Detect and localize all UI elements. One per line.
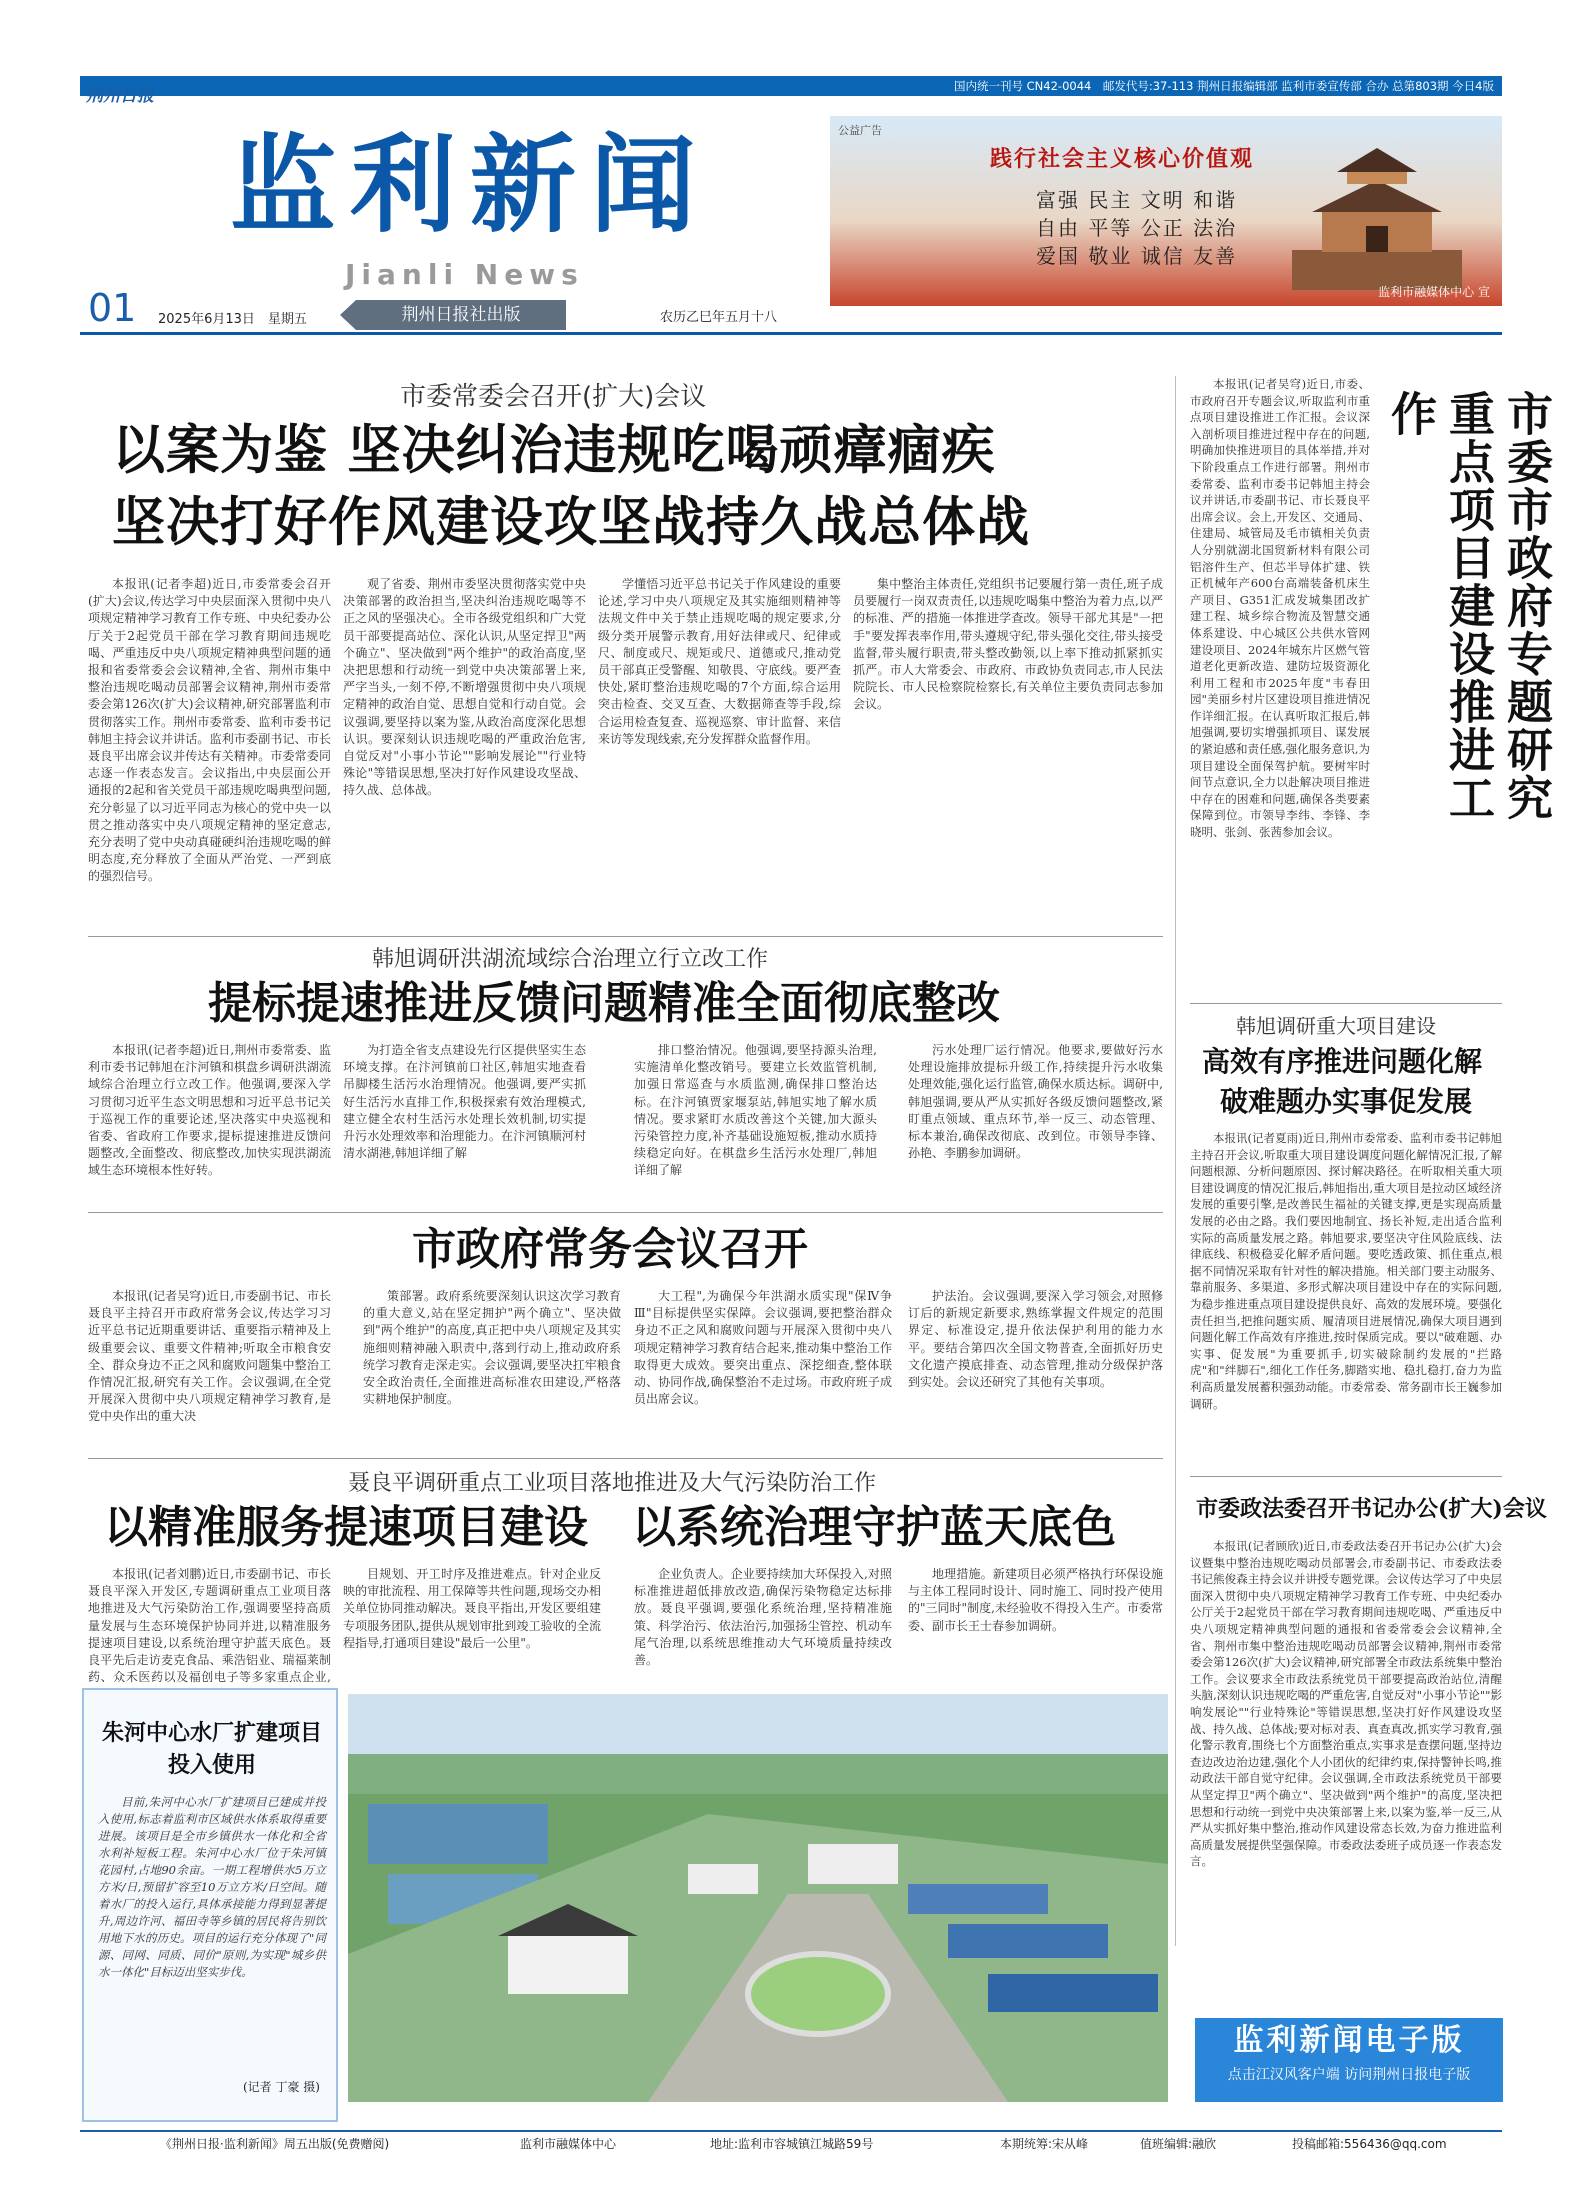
story4-col: 本报讯(记者刘鹏)近日,市委副书记、市长聂良平深入开发区,专题调研重点工业项目落地推进及大气污染防治工作,强调要坚持高质量发展与生态环境保护协同并进,以精准服务提速项目建设,以系统治理守护蓝天底色。聂良平先后走访麦克食品、乘浩铝业、瑞福莱制药、众禾医药以及福创电子等多家重点企业, (88, 1567, 331, 1685)
side3-title: 市委政法委召开书记办公(扩大)会议 (1196, 1496, 1547, 1522)
topbar: 国内统一刊号 CN42-0044 邮发代号:37-113 荆州日报编辑部 监利市委宣传部 合办 总第803期 今日4版 (80, 76, 1502, 96)
story4-col: 企业负责人。企业要持续加大环保投入,对照标准推进超低排放改造,确保污染物稳定达标排放。聂良平强调,要强化系统治理,坚持精准施策、科学治污、依法治污,加强扬尘管控、机动车尾气治理,以系统思维推动大气环境质量持续改善。 (634, 1567, 892, 1668)
story2-col: 为打造全省支点建设先行区提供坚实生态环境支撑。在汴河镇前口社区,韩旭实地查看吊脚楼生活污水治理情况。他强调,要严实抓好生活污水直排工作,积极探索有效治理模式,建立健全农村生活污水处理长效机制,切实提升污水处理效率和治理能力。在汴河镇顺河村清水湖港,韩旭详细了解 (343, 1043, 586, 1161)
story4-title-left: 以精准服务提速项目建设 (104, 1502, 588, 1553)
story4-kicker: 聂良平调研重点工业项目落地推进及大气污染防治工作 (348, 1471, 877, 1496)
masthead-title: 监利新闻 (230, 122, 710, 247)
story4-col: 目规划、开工时序及推进难点。针对企业反映的审批流程、用工保障等共性问题,现场交办相关单位协同推动解决。聂良平指出,开发区要组建专项服务团队,提供从规划审批到竣工验收的全流程指导,打通项目建设"最后一公里"。 (343, 1567, 601, 1650)
story2-col: 污水处理厂运行情况。他要求,要做好污水处理设施排放提标升级工作,持续提升污水收集处理效能,强化运行监管,确保水质达标。调研中,韩旭强调,要从严从实抓好各级反馈问题整改,紧盯重点领域、重点环节,举一反三、动态管理、标本兼治,确保改彻底、改到位。市领导李锋、孙艳、李鹏参加调研。 (908, 1043, 1163, 1161)
footer-item: 地址:监利市容城镇江城路59号 (710, 2137, 874, 2151)
story4-title-right: 以系统治理守护蓝天底色 (632, 1502, 1116, 1553)
water-plant-aerial-photo (348, 1694, 1168, 2102)
side2-body: 本报讯(记者夏雨)近日,荆州市委常委、监利市委书记韩旭主持召开会议,听取重大项目建设调度问题化解情况汇报,了解问题根源、分析问题原因、探讨解决路径。在听取相关重大项目建设调度的情况汇报后,韩旭指出,重大项目是拉动区域经济发展的重要引擎,是改善民生福祉的关键支撑,更是实现高质量发展的必由之路。我们要因地制宜、扬长补短,走出适合监利实际的高质量发展之路。韩旭要求,要坚决守住风险底线、法律底线、积极稳妥化解矛盾问题。要吃透政策、抓住重点,根据不同情况采取有针对性的解决措施。相关部门要主动服务、靠前服务、多渠道、多形式解决项目建设中存在的实际问题,为稳步推进重点项目建设提供良好、高效的发展环境。要强化责任担当,把推问题实质、履清项目进展情况,确保大项目遇到问题化解工作高效有序推进,按时保质完成。要以"破难题、办实事、促发展"为重要抓手,切实破除制约发展的"拦路虎"和"绊脚石",细化工作任务,脚踏实地、稳扎稳打,奋力为监利高质量发展蓄积强劲动能。市委常委、常务副市长王巍参加调研。 (1190, 1131, 1502, 1411)
footer-item: 监利市融媒体中心 (520, 2137, 617, 2151)
story1-col: 本报讯(记者李超)近日,市委常委会召开(扩大)会议,传达学习中央层面深入贯彻中央八项规定精神学习教育工作专班、中央纪委办公厅关于2起党员干部在学习教育期间违规吃喝、严重违反中央八项规定精神典型问题的通报和省委常委会会议精神,全省、荆州市集中整治违规吃喝动员部署会议精神,荆州市委常委会第126次(扩大)会议精神,研究部署监利市贯彻落实工作。荆州市委常委、监利市委书记韩旭主持会议并讲话。监利市委副书记、市长聂良平出席会议并传达有关精神。市委常委同志逐一作表态发言。会议指出,中央层面公开通报的2起和省关党员干部违规吃喝典型问题,充分彰显了以习近平同志为核心的党中央一以贯之推动落实中央八项规定精神的坚定意志,充分表明了党中央动真碰硬纠治违规吃喝的鲜明态度,充分释放了全面从严治党、一严到底的强烈信号。 (88, 577, 331, 884)
photo-credit: (记者 丁豪 摄) (243, 2080, 320, 2094)
ad-values-line: 自由 平等 公正 法治 (1036, 216, 1238, 240)
story1-col: 学懂悟习近平总书记关于作风建设的重要论述,学习中央八项规定及其实施细则精神等法规文件中关于禁止违规吃喝的规定要求,分级分类开展警示教育,用好法律或尺、纪律或尺、制度或尺、规矩或尺、道德或尺,推动党员干部真正受警醒、知敬畏、守底线。要严查快处,紧盯整治违规吃喝的7个方面,综合运用突击检查、交叉互查、大数据筛查等手段,综合运用检查复查、巡视巡察、审计监督、来信来访等发现线索,充分发挥群众监督作用。 (598, 577, 841, 746)
story-separator (1190, 1003, 1502, 1004)
side1-title: 市委市政府专题研究重点项目建设推进工作 (1384, 390, 1554, 822)
side2-kicker: 韩旭调研重大项目建设 (1236, 1014, 1436, 1038)
side3-body: 本报讯(记者顾欣)近日,市委政法委召开书记办公(扩大)会议暨集中整治违规吃喝动员部署会,市委副书记、市委政法委书记熊俊森主持会议并讲授专题党课。会议传达学习了中央层面深入贯彻中央八项规定精神学习教育工作专班、中央纪委办公厅关于2起党员干部在学习教育期间违规吃喝、严重违反中央八项规定精神典型问题的通报和省委常委会会议精神,全省、荆州市集中整治违规吃喝动员部署会议精神,荆州市委常委会第126次(扩大)会议精神,研究部署全市政法系统集中整治工作。会议要求全市政法系统党员干部要提高政治站位,清醒头脑,深刻认识违规吃喝的严重危害,自觉反对"小事小节论""影响发展论""行业特殊论"等错误思想,坚决打好作风建设攻坚战、持久战、总体战;要对标对表、真查真改,抓实学习教育,强化警示教育,围绕七个方面整治重点,实事求是查摆问题,坚持边查边改边治边建,强化个人小团伙的纪律约束,保持警钟长鸣,推动政法干部自觉守纪律。会议强调,全市政法系统党员干部要从坚定捍卫"两个确立"、坚决做到"两个维护"的高度,坚决把思想和行动统一到党中央决策部署上来,以案为鉴,举一反三,从严从实抓好集中整治,推动作风建设常态长效,为奋力推进监利高质量发展提供坚强保障。市委政法委班子成员逐一作表态发言。 (1190, 1539, 1502, 1869)
column-divider (1175, 376, 1176, 1946)
photo-caption-box (82, 1688, 338, 2122)
city-tower-illustration (1292, 140, 1462, 290)
story3-title: 市政府常务会议召开 (412, 1224, 808, 1275)
footer-item: 本期统筹:宋从峰 (1000, 2137, 1089, 2151)
photo-story-title-line1: 朱河中心水厂扩建项目 (101, 1720, 322, 1746)
side2-title-line2: 破难题办实事促发展 (1220, 1085, 1473, 1118)
story2-kicker: 韩旭调研洪湖流域综合治理立行立改工作 (372, 947, 769, 972)
story-separator (1190, 1476, 1502, 1477)
story4-col: 地理措施。新建项目必须严格执行环保设施与主体工程同时设计、同时施工、同时投产使用的"三同时"制度,未经验收不得投入生产。市委常委、副市长王士春参加调研。 (908, 1567, 1163, 1633)
story1-title-line1: 以案为鉴 坚决纠治违规吃喝顽瘴痼疾 (112, 419, 996, 481)
photo-story-body: 目前,朱河中心水厂扩建项目已建成并投入使用,标志着监利市区域供水体系取得重要进展。该项目是全市乡镇供水一体化和全省水利补短板工程。朱河中心水厂位于朱河镇花园村,占地90余亩。一期工程增供水5万立方米/日,预留扩容至10万立方米/日空间。随着水厂的投入运行,具体承接能力得到显著提升,周边许河、福田寺等乡镇的居民将告别饮用地下水的历史。项目的运行充分体现了"同源、同网、同质、同价"原则,为实现"城乡供水一体化"目标迈出坚实步伐。 (98, 1795, 326, 1979)
photo-story-title-line2: 投入使用 (167, 1752, 256, 1778)
story1-col: 集中整治主体责任,党组织书记要履行第一责任,班子成员要履行一岗双责责任,以违规吃喝集中整治为着力点,以严的标准、严的措施一体推进学查改。领导干部尤其是"一把手"要发挥表率作用,带头遵规守纪,带头强化交往,带头接受监督,带头履行职责,带头整改勤领,以上率下推动抓紧抓实抓严。市人大常委会、市政府、市政协负责同志,市人民法院院长、市人民检察院检察长,有关单位主要负责同志参加会议。 (853, 577, 1163, 712)
publisher-tag: 荆州日报社出版 (356, 300, 566, 330)
story2-col: 排口整治情况。他强调,要坚持源头治理,实施清单化整改销号。要建立长效监管机制,加强日常巡查与水质监测,确保排口整治达标。在汴河镇贾家堰泵站,韩旭实地了解水质情况。要求紧盯水质改善这个关键,加大源头污染管控力度,补齐基础设施短板,推动水质持续稳定向好。在棋盘乡生活污水处理厂,韩旭详细了解 (634, 1043, 877, 1178)
masthead-rule (80, 332, 1502, 335)
story1-col: 观了省委、荆州市委坚决贯彻落实党中央决策部署的政治担当,坚决纠治违规吃喝等不正之风的坚强决心。全市各级党组织和广大党员干部要提高站位、深化认识,从坚定捍卫"两个确立"、坚决做到"两个维护"的政治高度,坚决把思想和行动统一到党中央决策部署上来,严字当头,一刻不停,不断增强贯彻中央八项规定精神的政治自觉、思想自觉和行动自觉。会议强调,要坚持以案为鉴,从政治高度深化思想认识。要深刻认识违规吃喝的严重政治危害,自觉反对"小事小节论""影响发展论""行业特殊论"等错误思想,坚决打好作风建设攻坚战、持久战、总体战。 (343, 577, 586, 798)
newspaper-logo: 荆州日报 (86, 86, 154, 106)
epaper-promo-box[interactable] (1195, 2018, 1503, 2102)
ad-credit: 监利市融媒体中心 宣 (1378, 285, 1490, 299)
footer (80, 2130, 1502, 2154)
story-separator (88, 936, 1163, 937)
ad-label: 公益广告 (838, 124, 882, 137)
story-separator (88, 1212, 1163, 1213)
story2-title: 提标提速推进反馈问题精准全面彻底整改 (208, 978, 1000, 1029)
story2-col: 本报讯(记者李超)近日,荆州市委常委、监利市委书记韩旭在汴河镇和棋盘乡调研洪湖流域综合治理立行立改工作。他强调,要深入学习贯彻习近平生态文明思想和习近平总书记关于巡视工作的重要论述,坚决落实中央巡视和省委、省政府工作要求,提标提速推进反馈问题整改,全面整改、彻底整改,加快实现洪湖流域生态环境根本性好转。 (88, 1043, 331, 1178)
footer-item: 投稿邮箱:556436@qq.com (1292, 2137, 1447, 2151)
story3-col: 策部署。政府系统要深刻认识这次学习教育的重大意义,站在坚定拥护"两个确立"、坚决做到"两个维护"的高度,真正把中央八项规定及其实施细则精神融入职责中,落到行动上,推动政府系统学习教育走深走实。会议强调,要坚决扛牢粮食安全政治责任,全面推进高标准农田建设,严格落实耕地保护制度。 (363, 1289, 621, 1407)
side2-title-line1: 高效有序推进问题化解 (1202, 1045, 1483, 1078)
footer-item: 《荆州日报·监利新闻》周五出版(免费赠阅) (160, 2137, 390, 2151)
ad-slogan: 践行社会主义核心价值观 (990, 146, 1255, 172)
lunar-date: 农历乙巳年五月十八 (660, 310, 778, 325)
ad-values-line: 爱国 敬业 诚信 友善 (1036, 244, 1238, 268)
masthead-english: Jianli News (345, 258, 584, 291)
side1-body: 本报讯(记者吴穹)近日,市委、市政府召开专题会议,听取监利市重点项目建设推进工作汇报。会议深入剖析项目推进过程中存在的问题,明确加快推进项目的具体举措,并对下阶段重点工作进行部署。荆州市委常委、监利市委书记韩旭主持会议并讲话,市委副书记、市长聂良平出席会议。会上,开发区、交通局、住建局、城管局及毛市镇相关负责人分别就湖北国贸新材料有限公司铝溶件生产、但芯半导体扩建、铁正机械年产600台高端装备机床生产项目、G351汇成发城集团改扩建工程、城乡综合物流及智慧交通体系建设、中心城区公共供水管网建设项目、2024年城东片区燃气管道老化更新改造、建防垃圾资源化利用工程和市2025年度"韦春田园"美丽乡村片区建设项目推进情况作详细汇报。在认真听取汇报后,韩旭强调,要切实增强抓项目、谋发展的紧迫感和责任感,强化服务意识,为项目建设全面保驾护航。要树牢时间节点意识,全力以赴解决项目推进中存在的困难和问题,确保各类要素保障到位。市领导李纬、李锋、李晓明、张剑、张茜参加会议。 (1190, 377, 1370, 840)
story3-col: 护法治。会议强调,要深入学习领会,对照修订后的新规定新要求,熟练掌握文件规定的范围界定、标准设定,提升依法保护利用的能力水平。要结合第四次全国文物普查,全面抓好历史文化遗产摸底排查、动态管理,推动分级保护落到实处。会议还研究了其他有关事项。 (908, 1289, 1163, 1390)
story-separator (88, 1458, 1163, 1459)
epaper-subtitle: 点击江汉风客户端 访问荆州日报电子版 (1227, 2067, 1471, 2083)
ad-values (1036, 186, 1237, 270)
public-service-ad (830, 116, 1502, 306)
ad-values-line: 富强 民主 文明 和谐 (1036, 188, 1238, 212)
publication-date: 2025年6月13日 星期五 (158, 312, 307, 327)
issue-number: 01 (88, 286, 137, 330)
water-plant-photo-illustration (348, 1694, 1168, 2102)
footer-item: 值班编辑:融欣 (1140, 2137, 1217, 2151)
story1-title-line2: 坚决打好作风建设攻坚战持久战总体战 (112, 491, 1030, 553)
story3-col: 本报讯(记者吴穹)近日,市委副书记、市长聂良平主持召开市政府常务会议,传达学习习近平总书记近期重要讲话、重要指示精神及上级重要会议、重要文件精神;听取全市粮食安全、群众身边不正之风和腐败问题集中整治工作情况汇报,研究有关工作。会议强调,在全党开展深入贯彻中央八项规定精神学习教育,是党中央作出的重大决 (88, 1289, 331, 1424)
story1-kicker: 市委常委会召开(扩大)会议 (400, 382, 707, 412)
epaper-title: 监利新闻电子版 (1233, 2023, 1465, 2058)
story3-col: 大工程",为确保今年洪湖水质实现"保Ⅳ争Ⅲ"目标提供坚实保障。会议强调,要把整治群众身边不正之风和腐败问题与开展深入贯彻中央八项规定精神学习教育结合起来,推动集中整治工作取得更大成效。要突出重点、深挖细查,整体联动、协同作战,确保整治不走过场。市政府班子成员出席会议。 (634, 1289, 892, 1407)
